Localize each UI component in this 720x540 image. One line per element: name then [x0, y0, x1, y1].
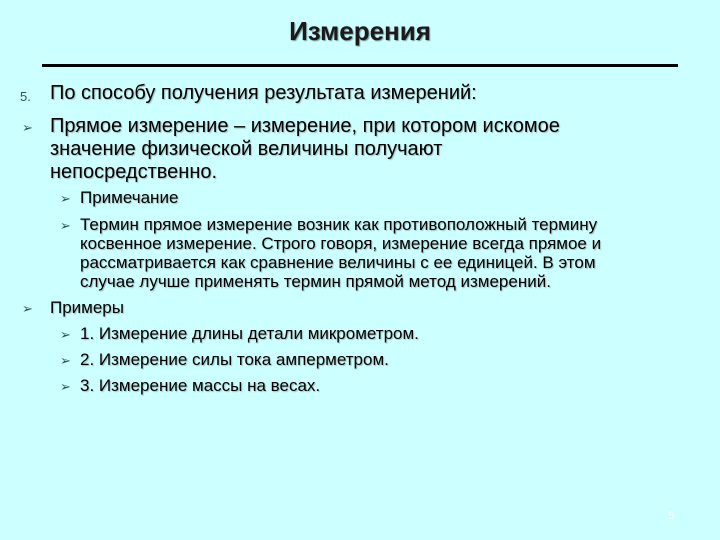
arrow-bullet-icon: ➢ — [60, 191, 71, 206]
arrow-bullet-icon: ➢ — [60, 218, 71, 233]
arrow-bullet-icon: ➢ — [60, 353, 71, 368]
definition-line-2: значение физической величины получают — [50, 138, 443, 160]
example-2: 2. Измерение силы тока амперметром. — [80, 350, 389, 369]
item-5-text: По способу получения результата измерений: — [50, 82, 477, 104]
definition-line-1: Прямое измерение – измерение, при котором искомое — [50, 115, 560, 137]
note-line-4: случае лучше применять термин прямой метод измерений. — [80, 272, 551, 291]
note-line-2: косвенное измерение. Строго говоря, измерение всегда прямое и — [80, 234, 602, 253]
title-underline — [42, 64, 678, 67]
note-line-3: рассматривается как сравнение величины с ее единицей. В этом — [80, 253, 596, 272]
example-3: 3. Измерение массы на весах. — [80, 376, 321, 395]
page-number: 5 — [668, 510, 675, 522]
note-line-1: Термин прямое измерение возник как противоположный термину — [80, 215, 598, 234]
note-label: Примечание — [80, 188, 179, 207]
item-number: 5. — [20, 89, 31, 104]
arrow-bullet-icon: ➢ — [60, 327, 71, 342]
examples-label: Примеры — [50, 298, 124, 317]
arrow-bullet-icon: ➢ — [22, 120, 33, 135]
slide-title: Измерения — [289, 16, 431, 46]
example-1: 1. Измерение длины детали микрометром. — [80, 324, 419, 343]
arrow-bullet-icon: ➢ — [60, 379, 71, 394]
arrow-bullet-icon: ➢ — [22, 301, 33, 316]
definition-line-3: непосредственно. — [50, 161, 218, 183]
